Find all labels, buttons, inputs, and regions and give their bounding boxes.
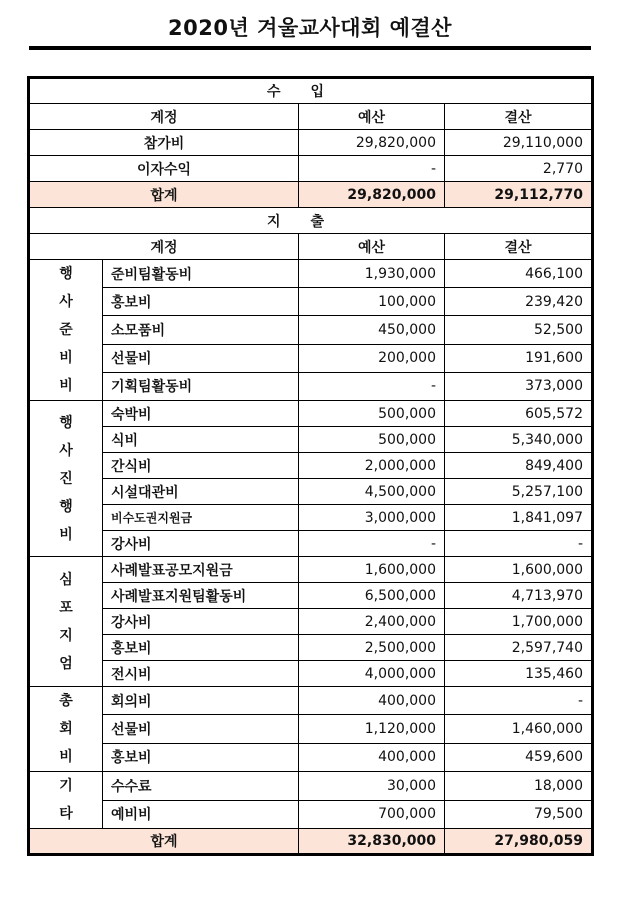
expense-header-account: 계정 (29, 234, 299, 260)
expense-settlement: 5,257,100 (445, 479, 593, 505)
expense-budget: 3,000,000 (299, 505, 445, 531)
expense-row (29, 288, 593, 316)
expense-row (29, 635, 593, 661)
expense-account: 수수료 (103, 772, 299, 801)
expense-account: 식비 (103, 427, 299, 453)
expense-group-label-char: 사 (59, 294, 73, 310)
expense-budget: 4,000,000 (299, 661, 445, 687)
expense-budget: 500,000 (299, 427, 445, 453)
expense-account: 회의비 (103, 687, 299, 715)
income-total-settlement: 29,112,770 (445, 182, 593, 208)
income-total-budget: 29,820,000 (299, 182, 445, 208)
expense-account: 숙박비 (103, 401, 299, 427)
expense-row (29, 715, 593, 743)
expense-group-label-char: 회 (59, 721, 73, 737)
expense-settlement: 373,000 (445, 372, 593, 400)
expense-group-label-char: 타 (59, 806, 73, 822)
income-budget: - (299, 156, 445, 182)
expense-group-label (29, 260, 103, 401)
expense-row (29, 316, 593, 344)
expense-budget: 1,120,000 (299, 715, 445, 743)
expense-settlement: 79,500 (445, 800, 593, 829)
expense-account: 기획팀활동비 (103, 372, 299, 400)
expense-row (29, 531, 593, 557)
expense-account: 홍보비 (103, 743, 299, 771)
expense-account: 선물비 (103, 715, 299, 743)
expense-group-label-char: 행 (59, 414, 73, 431)
expense-account: 간식비 (103, 453, 299, 479)
expense-row (29, 609, 593, 635)
expense-total-label: 합계 (29, 829, 299, 855)
expense-total-settlement: 27,980,059 (445, 829, 593, 855)
expense-budget: - (299, 531, 445, 557)
expense-group-label-char: 심 (59, 571, 73, 588)
expense-row (29, 583, 593, 609)
expense-row (29, 743, 593, 771)
expense-account: 강사비 (103, 609, 299, 635)
expense-account: 준비팀활동비 (103, 260, 299, 288)
expense-account: 전시비 (103, 661, 299, 687)
income-account: 이자수익 (29, 156, 299, 182)
expense-group-label-char: 비 (59, 350, 73, 366)
expense-settlement: 5,340,000 (445, 427, 593, 453)
income-settlement: 2,770 (445, 156, 593, 182)
expense-budget: 700,000 (299, 800, 445, 829)
income-column-headers (29, 104, 593, 130)
expense-group-label-char: 행 (59, 498, 73, 515)
expense-budget: 4,500,000 (299, 479, 445, 505)
income-settlement: 29,110,000 (445, 130, 593, 156)
expense-group-label-char: 지 (59, 627, 73, 644)
expense-settlement: 18,000 (445, 772, 593, 801)
expense-column-headers (29, 234, 593, 260)
expense-row (29, 687, 593, 715)
page-title: 2020년 겨울교사대회 예결산 (168, 16, 452, 40)
income-total-row (29, 182, 593, 208)
expense-budget: 2,000,000 (299, 453, 445, 479)
expense-account: 소모품비 (103, 316, 299, 344)
income-budget: 29,820,000 (299, 130, 445, 156)
expense-row (29, 661, 593, 687)
expense-settlement: 191,600 (445, 344, 593, 372)
expense-budget: 2,400,000 (299, 609, 445, 635)
expense-total-budget: 32,830,000 (299, 829, 445, 855)
expense-account: 선물비 (103, 344, 299, 372)
expense-account: 홍보비 (103, 288, 299, 316)
expense-header-settlement: 결산 (445, 234, 593, 260)
expense-row (29, 427, 593, 453)
expense-budget: 30,000 (299, 772, 445, 801)
expense-section-header (29, 208, 593, 234)
expense-budget: - (299, 372, 445, 400)
expense-account: 비수도권지원금 (103, 505, 299, 531)
income-row (29, 156, 593, 182)
income-account: 참가비 (29, 130, 299, 156)
expense-settlement: 459,600 (445, 743, 593, 771)
expense-budget: 2,500,000 (299, 635, 445, 661)
expense-row (29, 453, 593, 479)
expense-group-label (29, 557, 103, 687)
expense-settlement: 52,500 (445, 316, 593, 344)
expense-group-label (29, 772, 103, 829)
expense-budget: 400,000 (299, 743, 445, 771)
expense-row (29, 557, 593, 583)
expense-settlement: 849,400 (445, 453, 593, 479)
expense-budget: 200,000 (299, 344, 445, 372)
expense-row (29, 401, 593, 427)
expense-group-label-char: 기 (59, 778, 73, 794)
expense-group-label-char: 비 (59, 526, 73, 543)
expense-group-label-char: 진 (59, 470, 73, 487)
expense-settlement: 2,597,740 (445, 635, 593, 661)
expense-settlement: 466,100 (445, 260, 593, 288)
income-section-header (29, 78, 593, 104)
expense-account: 시설대관비 (103, 479, 299, 505)
expense-account: 사례발표공모지원금 (103, 557, 299, 583)
expense-total-row (29, 829, 593, 855)
expense-budget: 450,000 (299, 316, 445, 344)
expense-account: 사례발표지원팀활동비 (103, 583, 299, 609)
income-row (29, 130, 593, 156)
expense-row (29, 260, 593, 288)
expense-settlement: 135,460 (445, 661, 593, 687)
expense-row (29, 800, 593, 829)
income-header-settlement: 결산 (445, 104, 593, 130)
expense-budget: 500,000 (299, 401, 445, 427)
income-header-budget: 예산 (299, 104, 445, 130)
expense-budget: 1,600,000 (299, 557, 445, 583)
expense-settlement: 1,600,000 (445, 557, 593, 583)
expense-group-label-char: 총 (59, 693, 73, 709)
expense-settlement: - (445, 687, 593, 715)
expense-row (29, 505, 593, 531)
income-header-account: 계정 (29, 104, 299, 130)
expense-budget: 400,000 (299, 687, 445, 715)
income-total-label: 합계 (29, 182, 299, 208)
expense-row (29, 772, 593, 801)
expense-account: 예비비 (103, 800, 299, 829)
expense-account: 홍보비 (103, 635, 299, 661)
budget-table (27, 76, 594, 856)
expense-header-budget: 예산 (299, 234, 445, 260)
expense-group-label-char: 사 (59, 442, 73, 459)
expense-account: 강사비 (103, 531, 299, 557)
expense-settlement: 1,841,097 (445, 505, 593, 531)
expense-group-label-char: 준 (59, 322, 73, 338)
expense-settlement: 4,713,970 (445, 583, 593, 609)
expense-settlement: 1,460,000 (445, 715, 593, 743)
expense-group-label-char: 비 (59, 378, 73, 394)
expense-budget: 1,930,000 (299, 260, 445, 288)
expense-group-label (29, 401, 103, 557)
expense-group-label-char: 엄 (59, 655, 73, 672)
expense-row (29, 479, 593, 505)
expense-group-label (29, 687, 103, 772)
expense-settlement: 239,420 (445, 288, 593, 316)
title-underline (29, 46, 591, 50)
expense-budget: 6,500,000 (299, 583, 445, 609)
expense-row (29, 372, 593, 400)
expense-group-label-char: 비 (59, 749, 73, 765)
expense-settlement: 1,700,000 (445, 609, 593, 635)
expense-group-label-char: 행 (59, 266, 73, 282)
expense-settlement: - (445, 531, 593, 557)
expense-section-label: 지출 (29, 208, 593, 234)
expense-group-label-char: 포 (59, 599, 73, 616)
expense-row (29, 344, 593, 372)
income-section-label: 수입 (29, 78, 593, 104)
expense-budget: 100,000 (299, 288, 445, 316)
expense-settlement: 605,572 (445, 401, 593, 427)
